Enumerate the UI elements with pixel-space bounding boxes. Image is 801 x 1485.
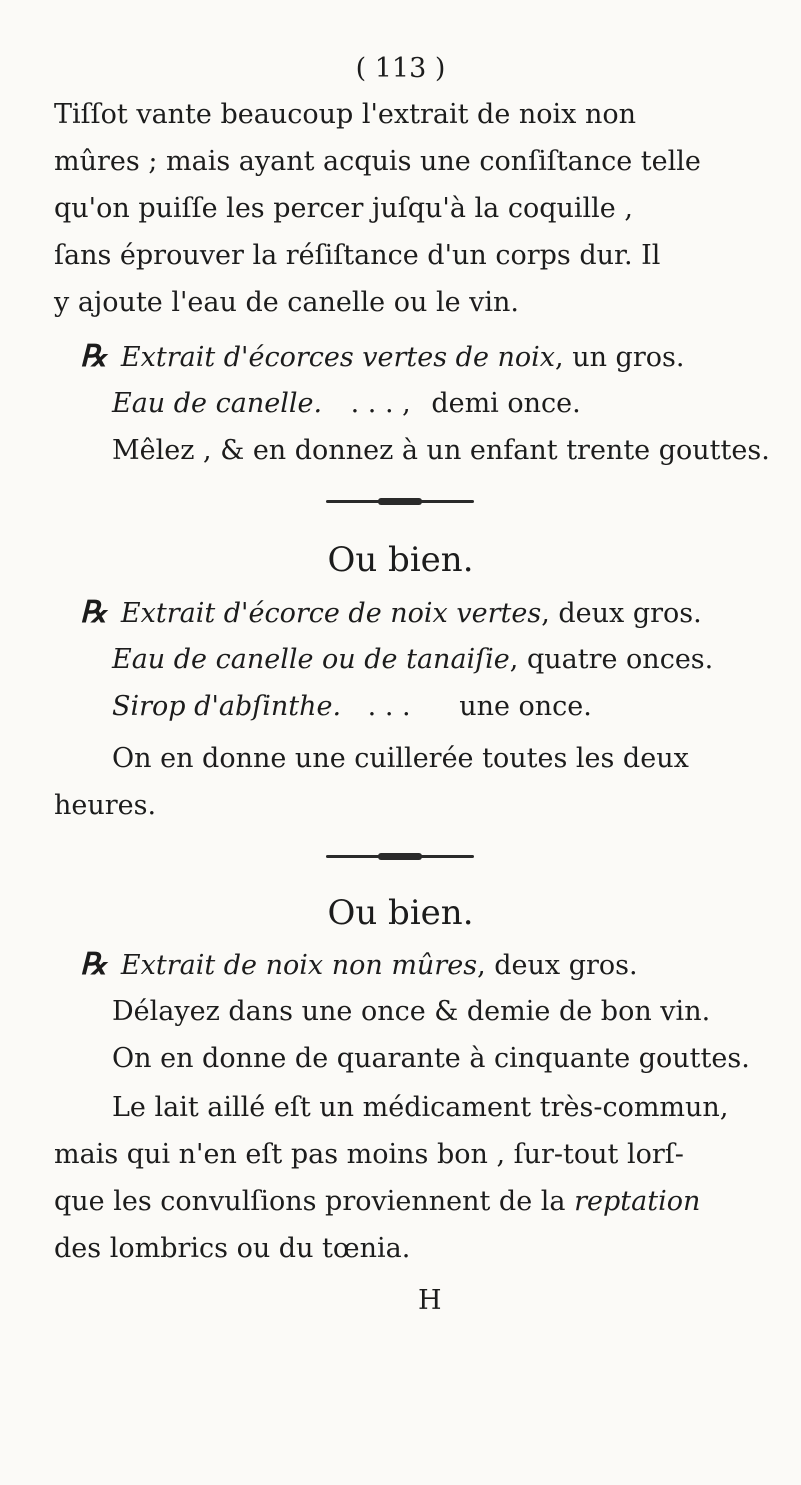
leader-dots: . . . (367, 691, 411, 722)
recipe1-instruction: Mêlez , & en donnez à un enfant trente gouttes. (112, 435, 770, 466)
heading-ou-bien: Ou bien. (327, 540, 474, 580)
recipe1-line1 (80, 340, 684, 375)
recipe2-line2 (112, 643, 713, 677)
dose: , deux gros. (541, 598, 702, 629)
para2-line: Le lait aillé eſt un médicament très-commun, (112, 1092, 729, 1123)
recipe3-line: On en donne de quarante à cinquante gouttes. (112, 1043, 750, 1074)
recipe2-line3 (112, 690, 592, 724)
dose: , un gros. (555, 342, 685, 373)
para1-line: Tiſſot vante beaucoup l'extrait de noix non (54, 99, 637, 130)
ornamental-rule (326, 500, 474, 503)
ingredient: Extrait de noix non mûres (120, 950, 478, 981)
recipe2-instruction: On en donne une cuillerée toutes les deux (112, 743, 689, 774)
ingredient: Eau de canelle. (112, 388, 323, 419)
recipe1-line2 (112, 387, 581, 421)
signature-mark: H (418, 1285, 442, 1316)
para1-line: mûres ; mais ayant acquis une conſiſtance telle (54, 146, 701, 177)
page-number: ( 113 ) (355, 53, 446, 84)
para1-line: y ajoute l'eau de canelle ou le vin. (54, 287, 520, 318)
recipe3-line1 (80, 948, 638, 983)
para2-italic: reptation (574, 1186, 701, 1217)
para2-line (54, 1185, 700, 1219)
para2-text: que les convulſions proviennent de la (54, 1186, 566, 1217)
para1-line: ſans éprouver la réſiſtance d'un corps dur. Il (54, 240, 661, 271)
heading-ou-bien: Ou bien. (327, 893, 474, 933)
recipe-symbol: ℞ (80, 339, 107, 374)
dose: demi once. (431, 388, 581, 419)
dose: , quatre onces. (509, 644, 714, 675)
para2-line: des lombrics ou du tœnia. (54, 1233, 411, 1264)
para1-line: qu'on puiſſe les percer juſqu'à la coquille , (54, 193, 633, 224)
recipe2-line1 (80, 596, 702, 631)
recipe2-instruction: heures. (54, 790, 157, 821)
dose: une once. (459, 691, 592, 722)
recipe-symbol: ℞ (80, 595, 107, 630)
ingredient: Extrait d'écorce de noix vertes (120, 598, 542, 629)
ingredient: Eau de canelle ou de tanaiſie (112, 644, 510, 675)
para2-line: mais qui n'en eſt pas moins bon , ſur-tout lorſ- (54, 1139, 684, 1170)
dose: , deux gros. (477, 950, 638, 981)
recipe-symbol: ℞ (80, 947, 107, 982)
ornamental-rule (326, 855, 474, 858)
leader-dots: . . . , (350, 388, 411, 419)
ingredient: Extrait d'écorces vertes de noix (120, 342, 556, 373)
ingredient: Sirop d'abſinthe. (112, 691, 342, 722)
recipe3-line: Délayez dans une once & demie de bon vin. (112, 996, 711, 1027)
